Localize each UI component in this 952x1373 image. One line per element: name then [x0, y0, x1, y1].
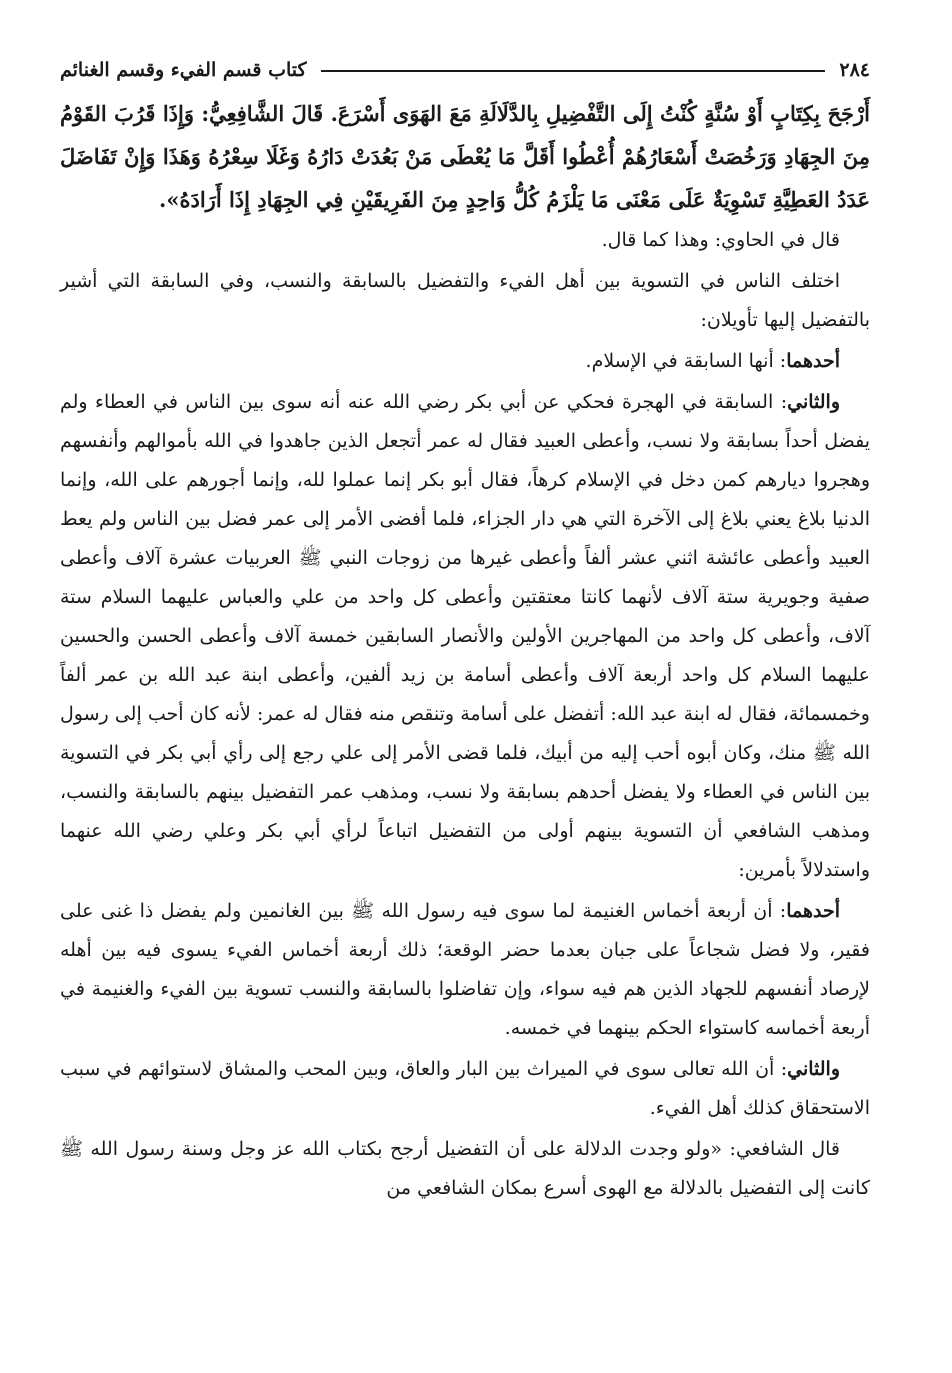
paragraph: [60, 221, 870, 260]
paragraph-text: : أن الله تعالى سوى في الميراث بين البار والعاق، وبين المحب والمشاق لاستوائهم في سبب الاستحقاق كذلك أهل الفيء.: [60, 1058, 870, 1119]
paragraph: [60, 1050, 870, 1128]
paragraph-text: : السابقة في الهجرة فحكي عن أبي بكر رضي الله عنه أنه سوى بين الناس في العطاء ولم يفضل أحداً بسابقة ولا نسب، وأعطى العبيد فقال له عمر أتجعل الذين جاهدوا في الله بأموالهم وأنفسهم وهجروا ديارهم كمن دخل في الإسلام كرهاً، فقال أبو بكر إنما عملوا لله، وإنما أجورهم على الله، وإنما الدنيا بلاغ يعني بلاغ إلى الآخرة التي هي دار الجزاء، فلما أفضى الأمر إلى عمر فضل بين الناس ولم يعط العبيد وأعطى عائشة اثني عشر ألفاً وأعطى غيرها من زوجات النبي ﷺ العربيات عشرة آلاف وأعطى صفية وجويرية ستة آلاف لأنهما كانتا معتقتين وأعطى كل واحد من علي والعباس عليهما السلام ستة آلاف، وأعطى كل واحد من المهاجرين الأولين والأنصار السابقين خمسة آلاف وأعطى الحسن والحسين عليهما السلام كل واحد أربعة آلاف وأعطى أسامة بن زيد ألفين، وأعطى ابنة عبد الله بن عمر ألفاً وخمسمائة، فقال له ابنة عبد الله: أتفضل على أسامة وتنقص منه فقال له عمر: لأنه كان أحب إلى رسول الله ﷺ منك، وكان أبوه أحب إليه من أبيك، فلما قضى الأمر إلى علي رجع إلى رأي أبي بكر في التسوية بين الناس في العطاء ولا يفضل أحدهم بسابقة ولا نسب، ومذهب عمر التفضيل بينهم بالسابقة والنسب، ومذهب الشافعي أن التسوية بينهم أولى من التفضيل اتباعاً لرأي أبي بكر وعلي رضي الله عنهما واستدلالاً بأمرين:: [60, 391, 871, 881]
paragraph-lead: أحدهما: [786, 350, 840, 372]
book-page: [60, 50, 870, 1210]
paragraph: [60, 342, 870, 381]
paragraph-text: اختلف الناس في التسوية بين أهل الفيء والتفضيل بالسابقة والنسب، وفي السابقة التي أشير بالتفضيل إليها تأويلان:: [60, 270, 870, 331]
paragraph-text: قال في الحاوي: وهذا كما قال.: [601, 229, 840, 251]
paragraph-text: : أنها السابقة في الإسلام.: [585, 350, 787, 372]
paragraph: [60, 1130, 870, 1208]
paragraph-text: : أن أربعة أخماس الغنيمة لما سوى فيه رسول الله ﷺ بين الغانمين ولم يفضل ذا غنى على فقير، ولا فضل شجاعاً على جبان بعدما حضر الوقعة؛ ذلك أربعة أخماس الفيء يسوى فيه بين أهله لإرصاد أنفسهم للجهاد الذين هم فيه سواء، وإن تفاضلوا بالسابقة والنسب تسوية بين الفيء والغنيمة في أربعة أخماسه كاستواء الحكم بينهما في خمسه.: [60, 900, 870, 1039]
running-title: كتاب قسم الفيء وقسم الغنائم: [60, 59, 307, 81]
paragraph-lead: والثاني: [787, 1058, 840, 1080]
page-number: ٢٨٤: [839, 59, 870, 81]
page-header: [60, 50, 870, 90]
paragraph-text: قال الشافعي: «ولو وجدت الدلالة على أن التفضيل أرجح بكتاب الله عز وجل وسنة رسول الله ﷺ كانت إلى التفضيل بالدلالة مع الهوى أسرع بمكان الشافعي من: [60, 1138, 870, 1199]
paragraph: [60, 892, 870, 1048]
shafii-quote: أَرْجَحَ بِكِتَابٍ أَوْ سُنَّةٍ كُنْتُ إِلَى التَّفْضِيلِ بِالدَّلَالَةِ مَعَ الهَوَى أَسْرَعَ. قَالَ الشَّافِعِيُّ: وَإِذَا قَرُبَ القَوْمُ مِنَ الجِهَادِ وَرَخُصَتْ أَسْعَارُهُمْ أُعْطُوا أَقَلَّ مَا يُعْطَى مَنْ بَعُدَتْ دَارُهُ وَغَلَا سِعْرُهُ وَهَذَا وَإِنْ تَفَاضَلَ عَدَدُ العَطِيَّةِ تَسْوِيَةٌ عَلَى مَعْنَى مَا يَلْزَمُ كُلُّ وَاحِدٍ مِنَ الفَرِيقَيْنِ فِي الجِهَادِ إِذَا أَرَادَهُ».: [60, 101, 871, 212]
header-rule: [321, 70, 826, 72]
paragraph-lead: أحدهما: [786, 900, 840, 922]
paragraph: [60, 262, 870, 340]
paragraph-lead: والثاني: [787, 391, 840, 413]
paragraph: [60, 383, 870, 890]
